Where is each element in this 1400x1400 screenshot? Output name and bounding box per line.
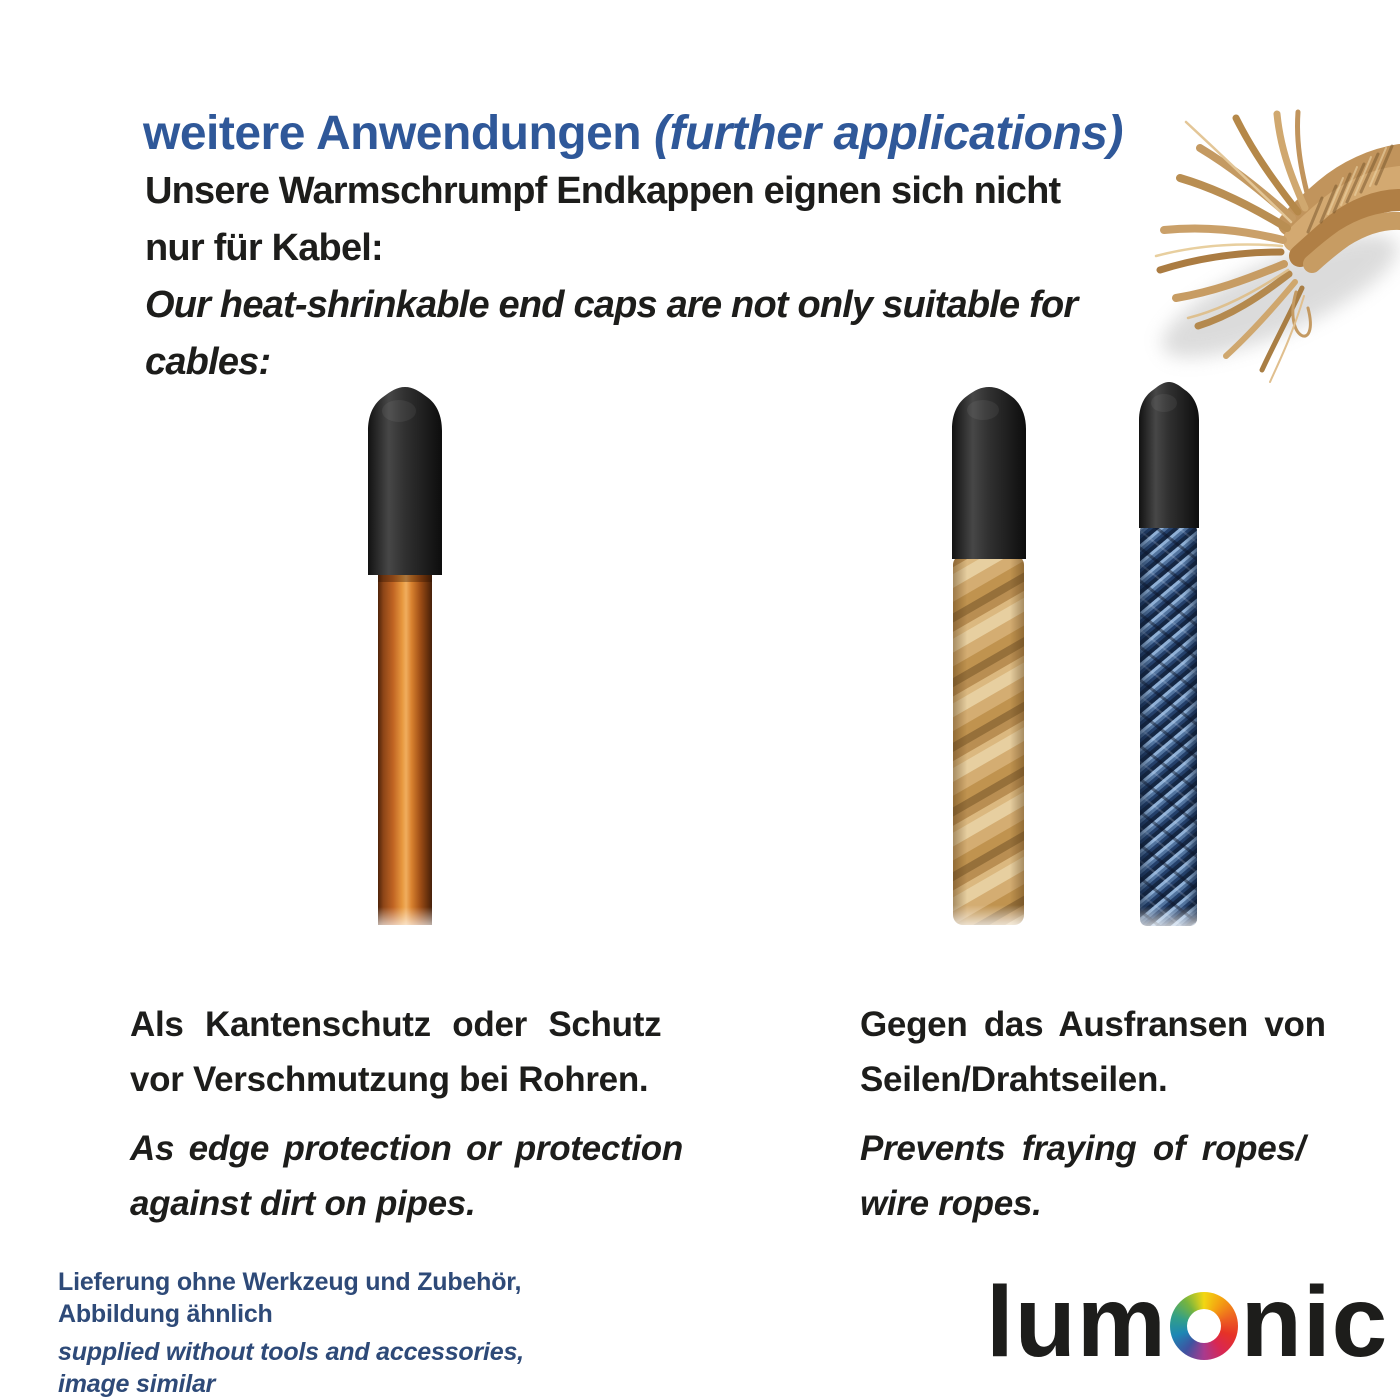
caption-ropes [860, 997, 1326, 1231]
logo-text-nic: nic [1240, 1266, 1389, 1378]
delivery-note-de-line-1: Lieferung ohne Werkzeug und Zubehör, [58, 1268, 522, 1296]
delivery-note-english [58, 1336, 524, 1400]
intro-text [145, 163, 1077, 391]
delivery-note-de-line-2: Abbildung ähnlich [58, 1300, 273, 1328]
logo-text-lum: lum [986, 1266, 1167, 1378]
delivery-note-german [58, 1266, 524, 1330]
delivery-note-en-line-2: image similar [58, 1370, 216, 1398]
page-title [143, 106, 1123, 161]
caption-ropes-german [860, 997, 1326, 1107]
caption-pipes-de-line-2: vor Verschmutzung bei Rohren. [130, 1060, 649, 1099]
intro-en-line-2: cables: [145, 341, 271, 383]
caption-pipes-en-line-1: As edge protection or protection [130, 1129, 683, 1168]
logo-ring-icon [1170, 1292, 1238, 1360]
caption-ropes-de-line-2: Seilen/Drahtseilen. [860, 1060, 1168, 1099]
intro-german [145, 163, 1077, 277]
intro-de-line-1: Unsere Warmschrumpf Endkappen eignen sich nicht [145, 170, 1061, 212]
caption-ropes-en-line-2: wire ropes. [860, 1184, 1042, 1223]
caption-ropes-en-line-1: Prevents fraying of ropes/ [860, 1129, 1305, 1168]
copper-pipe-figure [363, 383, 447, 935]
brand-logo [986, 1266, 1389, 1378]
fiber-rope-figure [948, 383, 1030, 933]
intro-de-line-2: nur für Kabel: [145, 227, 383, 269]
caption-pipes [130, 997, 683, 1231]
wire-rope-figure [1136, 378, 1202, 934]
caption-ropes-english [860, 1121, 1326, 1231]
page-title-regular: weitere Anwendungen [143, 107, 654, 161]
frayed-rope-image [1142, 56, 1400, 392]
delivery-note [58, 1266, 524, 1400]
intro-en-line-1: Our heat-shrinkable end caps are not only suitable for [145, 284, 1078, 326]
caption-pipes-en-line-2: against dirt on pipes. [130, 1184, 476, 1223]
caption-ropes-de-line-1: Gegen das Ausfransen von [860, 1005, 1326, 1044]
caption-pipes-english [130, 1121, 683, 1231]
page-title-italic: (further applications) [653, 107, 1123, 161]
intro-english [145, 277, 1077, 391]
logo-ring-hole [1187, 1309, 1221, 1343]
caption-pipes-german [130, 997, 683, 1107]
delivery-note-en-line-1: supplied without tools and accessories, [58, 1338, 524, 1366]
caption-pipes-de-line-1: Als Kantenschutz oder Schutz [130, 1005, 662, 1044]
